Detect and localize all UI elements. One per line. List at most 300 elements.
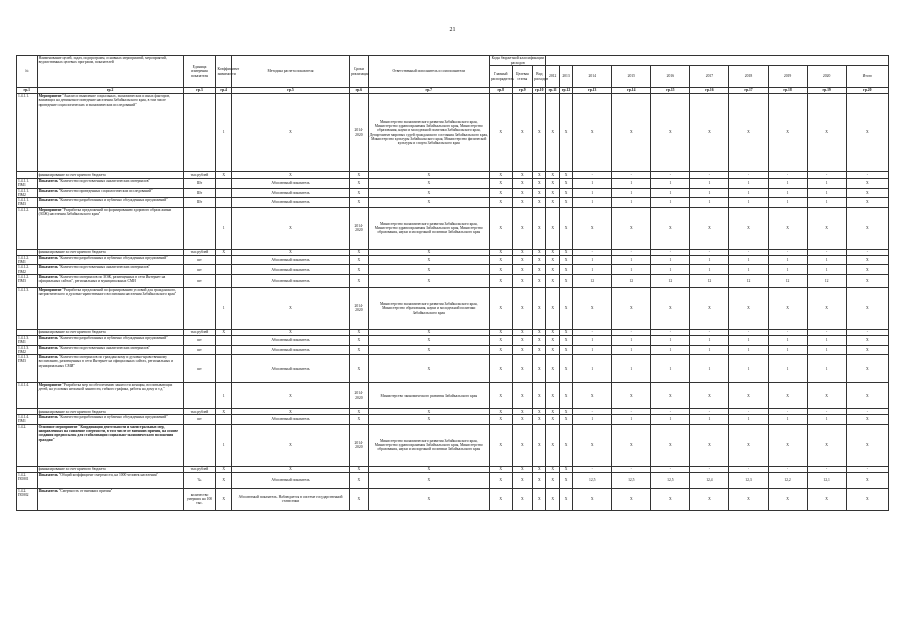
- table-body: [17, 94, 889, 511]
- cell-value: 1: [729, 355, 768, 383]
- cell-unit: ‰: [183, 472, 216, 488]
- cell-value: 1: [768, 345, 807, 355]
- cell-value: X: [807, 287, 846, 329]
- cell-unit: шт: [183, 345, 216, 355]
- indicator-row: [17, 335, 889, 345]
- header-resp: Ответственный исполнитель и соисполнители: [368, 56, 489, 88]
- header-year: 2014: [573, 66, 612, 88]
- cell-unit: Шт: [183, 179, 216, 189]
- cell-value: X: [690, 488, 729, 510]
- cell-code: X: [512, 345, 533, 355]
- indicator-row: [17, 265, 889, 275]
- cell-value: -: [807, 329, 846, 335]
- cell-value: 1: [573, 255, 612, 265]
- cell-method: Абсолютный показатель: [231, 198, 349, 208]
- cell-term: X: [350, 472, 369, 488]
- cell-resp: X: [368, 329, 489, 335]
- cell-code: X: [559, 198, 572, 208]
- cell-value: -: [612, 466, 651, 472]
- cell-value: 1: [573, 198, 612, 208]
- cell-value: X: [729, 424, 768, 466]
- cell-value: -: [768, 249, 807, 255]
- cell-value: 1: [651, 198, 690, 208]
- cell-resp: Министерство экономического развития Забайкальского края, Министерство образования, науки и молодежной политики Забайкальского края: [368, 287, 489, 329]
- row-label: Показатель: [38, 335, 58, 340]
- cell-value: X: [846, 345, 888, 355]
- cell-code: X: [512, 188, 533, 198]
- cell-code: X: [559, 355, 572, 383]
- cell-resp: X: [368, 188, 489, 198]
- cell-value: X: [612, 383, 651, 409]
- cell-value: 1: [807, 179, 846, 189]
- cell-value: 12,5: [651, 472, 690, 488]
- cell-code: X: [546, 287, 559, 329]
- cell-value: -: [690, 172, 729, 179]
- cell-value: 12: [651, 274, 690, 287]
- cell-value: X: [768, 94, 807, 172]
- cell-code: X: [512, 415, 533, 425]
- cell-code: X: [533, 329, 546, 335]
- header-unit: Единица измерения показателя: [183, 56, 216, 88]
- row-label: Мероприятие: [38, 383, 62, 388]
- cell-value: 1: [651, 335, 690, 345]
- cell-code: X: [546, 335, 559, 345]
- cell-value: 1: [768, 265, 807, 275]
- cell-value: X: [846, 179, 888, 189]
- cell-code: X: [489, 188, 512, 198]
- cell-method: X: [231, 287, 349, 329]
- cell-value: X: [612, 94, 651, 172]
- row-description: "Количество разработанных и публично обсужденных предложений": [58, 415, 168, 420]
- cell-term: X: [350, 265, 369, 275]
- cell-value: 12: [807, 274, 846, 287]
- cell-value: 1: [690, 335, 729, 345]
- cell-code: X: [559, 172, 572, 179]
- cell-value: 1: [807, 265, 846, 275]
- cell-code: X: [489, 172, 512, 179]
- row-number: 1.4.1.2. ПМ2: [17, 265, 38, 275]
- cell-coef: 1: [216, 287, 231, 329]
- cell-code: X: [533, 335, 546, 345]
- cell-code: X: [533, 179, 546, 189]
- cell-value: 1: [612, 265, 651, 275]
- cell-value: 1: [573, 415, 612, 425]
- cell-value: 1: [768, 335, 807, 345]
- cell-value: X: [612, 207, 651, 249]
- cell-resp: Министерство экономического развития Забайкальского края, Министерство здравоохранения Забайкальского края, Министерство образования, науки и молодежной политики Забайкальского края: [368, 424, 489, 466]
- cell-method: X: [231, 94, 349, 172]
- cell-code: X: [489, 488, 512, 510]
- cell-value: 1: [768, 198, 807, 208]
- cell-method: Абсолютный показатель: [231, 265, 349, 275]
- cell-value: -: [651, 409, 690, 415]
- cell-resp: X: [368, 488, 489, 510]
- cell-coef: [216, 188, 231, 198]
- cell-code: X: [559, 188, 572, 198]
- cell-code: X: [489, 472, 512, 488]
- cell-value: -: [612, 172, 651, 179]
- cell-value: X: [846, 207, 888, 249]
- cell-code: X: [546, 345, 559, 355]
- cell-code: X: [546, 383, 559, 409]
- cell-value: 1: [690, 188, 729, 198]
- header-code-type: Вид расходов: [533, 66, 546, 88]
- row-number: 1.4.1.1. ПМ2: [17, 188, 38, 198]
- cell-code: X: [546, 265, 559, 275]
- cell-code: X: [559, 415, 572, 425]
- cell-value: 1: [651, 265, 690, 275]
- cell-resp: X: [368, 415, 489, 425]
- indicator-row: [17, 415, 889, 425]
- cell-code: X: [489, 274, 512, 287]
- header-method: Методика расчета показателя: [231, 56, 349, 88]
- row-label: Показатель: [38, 472, 58, 477]
- row-description: "Количество материалов по ЗОЖ, размещенных в сети Интернет на официальных сайтах", региональных и муниципальных СМИ: [38, 274, 166, 284]
- cell-coef: [216, 179, 231, 189]
- cell-resp: X: [368, 179, 489, 189]
- cell-code: X: [546, 329, 559, 335]
- header-coef: Коэффициент значимости: [216, 56, 231, 88]
- cell-value: -: [612, 249, 651, 255]
- cell-value: 1: [807, 198, 846, 208]
- event-row: [17, 94, 889, 172]
- cell-value: 1: [573, 188, 612, 198]
- cell-value: 1: [690, 255, 729, 265]
- cell-code: X: [546, 415, 559, 425]
- header-total: Итого: [846, 66, 888, 88]
- header-year: 2020: [807, 66, 846, 88]
- cell-value: -: [729, 329, 768, 335]
- cell-term: 2014-2020: [350, 94, 369, 172]
- cell-unit: Шт: [183, 188, 216, 198]
- cell-value: 1: [573, 355, 612, 383]
- col-number: гр.5: [231, 88, 349, 94]
- row-text: [37, 383, 183, 409]
- cell-value: 1: [729, 335, 768, 345]
- cell-unit: тыс.рублей: [183, 409, 216, 415]
- cell-method: X: [231, 249, 349, 255]
- cell-value: -: [729, 172, 768, 179]
- row-number: 1.4.1.3. ПМ2: [17, 345, 38, 355]
- col-number: гр.19: [807, 88, 846, 94]
- indicator-row: [17, 488, 889, 510]
- cell-value: -: [651, 466, 690, 472]
- cell-code: X: [489, 466, 512, 472]
- cell-code: X: [546, 94, 559, 172]
- cell-value: X: [729, 94, 768, 172]
- cell-value: X: [846, 255, 888, 265]
- cell-code: X: [546, 472, 559, 488]
- cell-code: X: [546, 198, 559, 208]
- event-row: [17, 424, 889, 466]
- cell-code: X: [533, 172, 546, 179]
- header-year: 2013: [559, 66, 572, 88]
- col-number: гр.16: [690, 88, 729, 94]
- header-year: 2019: [768, 66, 807, 88]
- event-row: [17, 207, 889, 249]
- cell-value: X: [846, 355, 888, 383]
- cell-coef: [216, 355, 231, 383]
- cell-code: X: [559, 249, 572, 255]
- row-description: "Количество разработанных и публично обсужденных предложений": [58, 198, 168, 203]
- cell-code: X: [559, 466, 572, 472]
- cell-method: X: [231, 409, 349, 415]
- cell-code: X: [533, 207, 546, 249]
- cell-term: X: [350, 329, 369, 335]
- cell-term: X: [350, 274, 369, 287]
- cell-value: -: [846, 172, 888, 179]
- cell-unit: [183, 383, 216, 409]
- cell-value: X: [690, 383, 729, 409]
- row-description: "Разработка предложений по формированию условий для гражданского, патриотического и духовно-нравственного воспитания населения Забайкальского края": [38, 287, 177, 297]
- cell-value: X: [573, 488, 612, 510]
- cell-coef: [216, 274, 231, 287]
- cell-unit: [183, 287, 216, 329]
- cell-value: X: [690, 424, 729, 466]
- row-label: Показатель: [38, 265, 58, 270]
- cell-value: -: [651, 329, 690, 335]
- cell-code: X: [512, 94, 533, 172]
- cell-method: X: [231, 383, 349, 409]
- cell-code: X: [559, 424, 572, 466]
- cell-resp: X: [368, 466, 489, 472]
- cell-code: X: [512, 265, 533, 275]
- cell-value: 1: [612, 188, 651, 198]
- cell-method: Абсолютный показатель: [231, 274, 349, 287]
- row-description: "Разработка предложений по формированию здорового образа жизни (ЗОЖ) населения Забайкальского края": [38, 207, 172, 217]
- cell-value: -: [768, 172, 807, 179]
- cell-value: 1: [573, 179, 612, 189]
- cell-value: 12,5: [573, 472, 612, 488]
- cell-resp: X: [368, 198, 489, 208]
- cell-value: 1: [768, 188, 807, 198]
- row-label: Показатель: [38, 355, 58, 360]
- cell-value: 1: [807, 345, 846, 355]
- cell-term: X: [350, 355, 369, 383]
- cell-value: X: [690, 287, 729, 329]
- cell-value: X: [729, 488, 768, 510]
- row-label: Мероприятие: [38, 207, 62, 212]
- col-number: гр.20: [846, 88, 888, 94]
- header-budget-codes: Коды бюджетной классификации расходов: [489, 56, 546, 66]
- cell-resp: X: [368, 345, 489, 355]
- cell-value: -: [807, 466, 846, 472]
- cell-resp: X: [368, 274, 489, 287]
- cell-value: X: [768, 488, 807, 510]
- cell-unit: шт: [183, 335, 216, 345]
- cell-unit: тыс.рублей: [183, 329, 216, 335]
- col-number: гр.3: [183, 88, 216, 94]
- row-description: "Количество подготовленных аналитических материалов": [58, 265, 151, 270]
- cell-code: X: [512, 274, 533, 287]
- cell-code: X: [546, 466, 559, 472]
- cell-coef: [216, 335, 231, 345]
- cell-code: X: [512, 355, 533, 383]
- cell-code: X: [512, 207, 533, 249]
- cell-resp: X: [368, 249, 489, 255]
- cell-coef: [216, 265, 231, 275]
- cell-code: X: [533, 415, 546, 425]
- cell-value: X: [573, 424, 612, 466]
- cell-value: 1: [768, 355, 807, 383]
- cell-code: X: [559, 409, 572, 415]
- row-text: [37, 207, 183, 249]
- cell-value: 12,3: [729, 472, 768, 488]
- cell-unit: Шт: [183, 198, 216, 208]
- cell-code: X: [512, 329, 533, 335]
- row-label: Показатель: [38, 255, 58, 260]
- cell-coef: [216, 415, 231, 425]
- cell-unit: тыс.рублей: [183, 172, 216, 179]
- cell-code: X: [533, 198, 546, 208]
- cell-code: X: [512, 335, 533, 345]
- col-number: гр.8: [489, 88, 512, 94]
- cell-value: 1: [807, 255, 846, 265]
- cell-code: X: [546, 274, 559, 287]
- row-text: финансирование за счет краевого бюджета: [37, 329, 183, 335]
- cell-method: X: [231, 172, 349, 179]
- cell-code: X: [489, 383, 512, 409]
- cell-code: X: [533, 274, 546, 287]
- cell-value: 1: [573, 335, 612, 345]
- header-no: №: [17, 56, 38, 88]
- row-label: Основное мероприятие: [38, 424, 78, 429]
- row-number: [17, 172, 38, 179]
- cell-code: X: [533, 265, 546, 275]
- cell-code: X: [512, 179, 533, 189]
- cell-code: X: [546, 179, 559, 189]
- cell-value: 1: [651, 415, 690, 425]
- cell-value: 1: [651, 255, 690, 265]
- cell-value: 12: [690, 274, 729, 287]
- cell-value: 1: [768, 415, 807, 425]
- cell-code: X: [533, 409, 546, 415]
- header-years-group: [546, 56, 889, 66]
- cell-value: X: [729, 287, 768, 329]
- row-number: 1.4.2.: [17, 424, 38, 466]
- cell-resp: Министерство экономического развития Забайкальского края, Министерство здравоохранения Забайкальского края, Министерство образования, науки и молодежной политики Забайкальского края, Департамент мировых судей гражданского состояния Забайкальского края, Министерство культуры Забайкальского края, Министерство физической культуры и спорта Забайкальского края: [368, 94, 489, 172]
- cell-value: 1: [612, 415, 651, 425]
- cell-coef: X: [216, 172, 231, 179]
- header-year: 2015: [612, 66, 651, 88]
- cell-code: X: [489, 249, 512, 255]
- cell-code: X: [512, 488, 533, 510]
- cell-term: X: [350, 345, 369, 355]
- col-number: гр.12: [559, 88, 572, 94]
- cell-code: X: [559, 488, 572, 510]
- cell-code: X: [489, 265, 512, 275]
- col-number: гр.17: [729, 88, 768, 94]
- cell-code: X: [489, 415, 512, 425]
- cell-value: X: [651, 383, 690, 409]
- financing-row: [17, 172, 889, 179]
- cell-code: X: [533, 188, 546, 198]
- cell-term: X: [350, 198, 369, 208]
- cell-value: X: [846, 94, 888, 172]
- row-description: "Анализ и выявление социальных, экономических и иных факторов, влияющих на девиантное поведение населения Забайкальского края, в том числе проведение социологических и экономических исследований": [38, 94, 171, 107]
- indicator-row: [17, 345, 889, 355]
- cell-code: X: [489, 287, 512, 329]
- row-description: "Количество разработанных и публично обсужденных предложений": [58, 335, 168, 340]
- cell-unit: шт: [183, 415, 216, 425]
- col-number: гр.6: [350, 88, 369, 94]
- cell-value: 1: [690, 355, 729, 383]
- cell-code: X: [489, 198, 512, 208]
- program-table: [16, 55, 889, 511]
- cell-resp: X: [368, 472, 489, 488]
- cell-value: X: [807, 94, 846, 172]
- cell-code: X: [546, 488, 559, 510]
- col-number: гр.13: [573, 88, 612, 94]
- cell-value: -: [690, 409, 729, 415]
- cell-value: X: [690, 207, 729, 249]
- row-text: [37, 355, 183, 383]
- cell-unit: шт: [183, 265, 216, 275]
- cell-code: X: [489, 329, 512, 335]
- cell-coef: [216, 198, 231, 208]
- row-text: [37, 179, 183, 189]
- cell-code: X: [533, 383, 546, 409]
- cell-value: X: [846, 415, 888, 425]
- cell-method: Абсолютный показатель: [231, 415, 349, 425]
- cell-resp: Министерство экономического развития Забайкальского края, Министерство здравоохранения Забайкальского края, Министерство образования, науки и молодежной политики Забайкальского края: [368, 207, 489, 249]
- row-label: Показатель: [38, 188, 58, 193]
- cell-resp: X: [368, 355, 489, 383]
- cell-value: -: [573, 172, 612, 179]
- cell-code: X: [533, 249, 546, 255]
- cell-value: 1: [768, 255, 807, 265]
- row-text: [37, 424, 183, 466]
- header-year: 2017: [690, 66, 729, 88]
- cell-method: X: [231, 207, 349, 249]
- cell-value: X: [846, 335, 888, 345]
- cell-value: X: [651, 424, 690, 466]
- cell-value: 1: [729, 265, 768, 275]
- cell-code: X: [559, 287, 572, 329]
- cell-code: X: [533, 355, 546, 383]
- row-text: [37, 472, 183, 488]
- row-label: Показатель: [38, 198, 58, 203]
- row-text: финансирование за счет краевого бюджета: [37, 466, 183, 472]
- cell-code: X: [546, 355, 559, 383]
- row-number: 1.4.1.3. ПМ1: [17, 335, 38, 345]
- cell-value: X: [612, 424, 651, 466]
- cell-coef: 1: [216, 94, 231, 172]
- cell-value: X: [807, 488, 846, 510]
- cell-value: 1: [807, 335, 846, 345]
- cell-method: Абсолютный показатель: [231, 335, 349, 345]
- row-description: "Количество подготовленных аналитических материалов": [58, 345, 151, 350]
- cell-code: X: [512, 466, 533, 472]
- cell-value: 12: [612, 274, 651, 287]
- cell-code: X: [559, 335, 572, 345]
- col-number: гр.4: [216, 88, 231, 94]
- cell-term: 2014-2020: [350, 383, 369, 409]
- cell-code: X: [512, 287, 533, 329]
- cell-unit: [183, 94, 216, 172]
- cell-code: X: [512, 409, 533, 415]
- cell-value: 12,5: [612, 472, 651, 488]
- row-label: Показатель: [38, 415, 58, 420]
- cell-value: X: [729, 207, 768, 249]
- cell-resp: X: [368, 265, 489, 275]
- cell-unit: шт: [183, 274, 216, 287]
- cell-value: X: [807, 424, 846, 466]
- row-text: [37, 255, 183, 265]
- header-name: Наименование целей, задач, подпрограмм, основных мероприятий, мероприятий, ведомственных целевых программ, показателей: [37, 56, 183, 88]
- row-label: Мероприятие: [38, 287, 62, 292]
- cell-code: X: [559, 345, 572, 355]
